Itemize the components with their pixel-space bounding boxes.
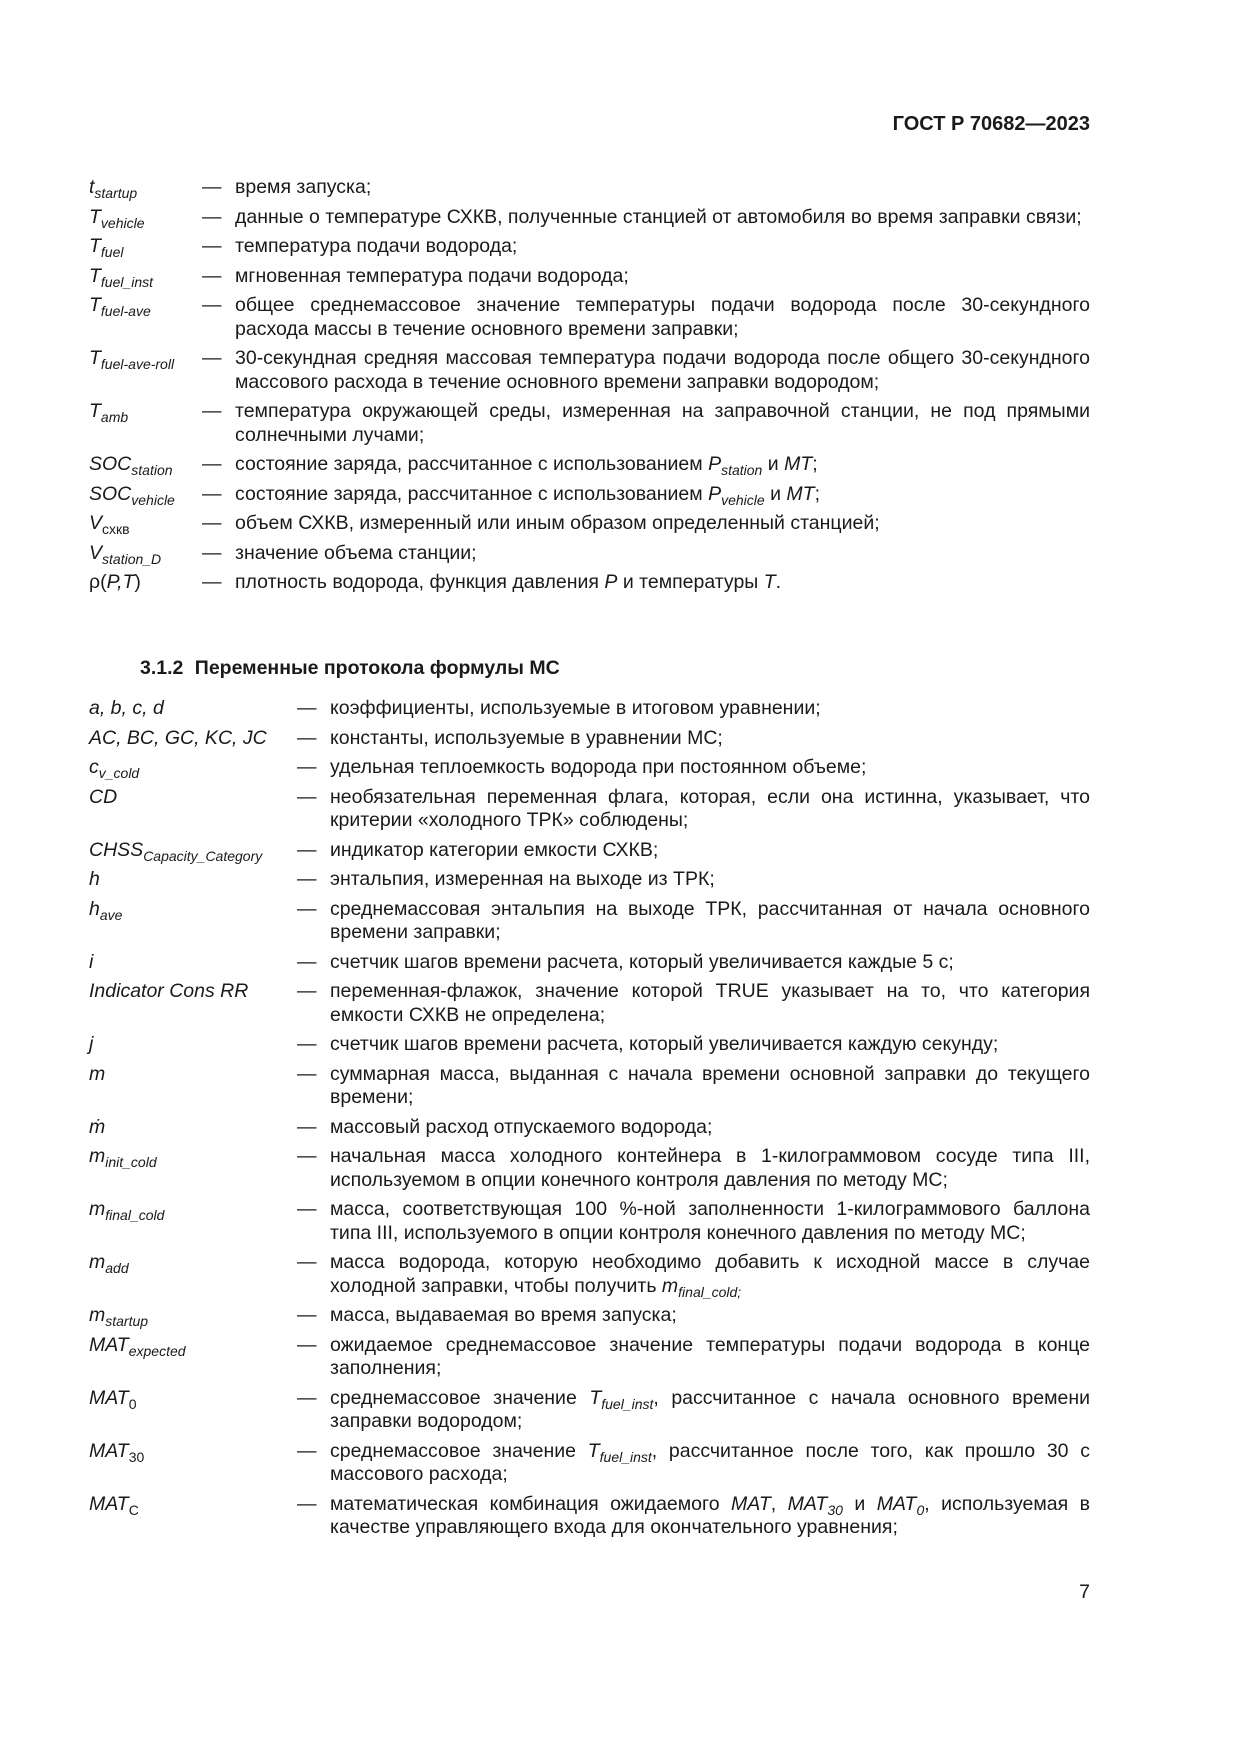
definition-text: счетчик шагов времени расчета, который увеличивается каждые 5 с; (330, 950, 954, 973)
definition-entry: $T_{fuel-ave-roll}$ — 30-секундная средняя массовая температура подачи водорода после общего 30-секундного массового расхода в течение основного времени заправки водородом; (89, 347, 1090, 393)
symbol: CD (89, 785, 118, 808)
definition-entry: $MAT_C$ — математическая комбинация ожидаемого MAT, $MAT_{30}$ и $MAT_0$, используемая в качестве управляющего входа для окончательного уравнения; (89, 1492, 1090, 1538)
symbol: $MAT_{expected}$ (89, 1333, 186, 1359)
definition-text: значение объема станции; (235, 541, 477, 564)
definition-text: температура подачи водорода; (235, 235, 518, 257)
definition-entry: $t_{startup}$ — время запуска; (89, 176, 1090, 200)
symbol: $SOC_{station}$ (89, 453, 173, 478)
definition-text: объем СХКВ, измеренный или иным образом определенный станцией; (235, 512, 880, 534)
symbol: $V_{station\_D}$ (89, 541, 162, 567)
section-heading (140, 657, 560, 680)
symbol: $SOC_{vehicle}$ (89, 482, 175, 508)
definition-text: удельная теплоемкость водорода при постоянном объеме; (330, 756, 867, 778)
definition-entry: $SOC_{vehicle}$ — состояние заряда, рассчитанное с использованием $P_{vehicle}$ и MT; (89, 483, 1090, 507)
definition-text: необязательная переменная флага, которая, если она истинна, указывает, что критерии «холодного ТРК» соблюдены; (330, 785, 1090, 831)
definition-text: данные о температуре СХКВ, полученные станцией от автомобиля во время заправки связи; (235, 205, 1082, 228)
definition-text: массовый расход отпускаемого водорода; (330, 1115, 713, 1138)
definition-text: масса, соответствующая 100 %-ной заполненности 1-килограммового баллона типа III, используемого в опции контроля конечного давления по методу МС; (330, 1198, 1090, 1244)
definition-text: общее среднемассовое значение температуры подачи водорода после 30-секундного расхода массы в течение основного времени заправки; (235, 294, 1090, 340)
definition-entry: $m_{init\_cold}$ — начальная масса холодного контейнера в 1-килограммовом сосуде типа III, используемом в опции конечного контроля давления по методу МС; (89, 1145, 1090, 1191)
definition-entry: $m_{add}$ — масса водорода, которую необходимо добавить к исходной массе в случае холодной заправки, чтобы получить $m_{final\_cold;}$ (89, 1251, 1090, 1300)
definition-entry: $T_{amb}$ — температура окружающей среды, измеренная на заправочной станции, не под прямыми солнечными лучами; (89, 400, 1090, 446)
page-number: 7 (1079, 1581, 1090, 1603)
definition-text: суммарная масса, выданная с начала времени основной заправки до текущего времени; (330, 1062, 1090, 1108)
definition-text: математическая комбинация ожидаемого MAT, $MAT_{30}$ и $MAT_0$, используемая в качестве управляющего входа для окончательного уравнения; (330, 1492, 1090, 1538)
symbol: Indicator Cons RR (89, 980, 249, 1002)
definition-entry: $T_{fuel-ave}$ — общее среднемассовое значение температуры подачи водорода после 30-секундного расхода массы в течение основного времени заправки; (89, 294, 1090, 340)
symbol: $CHSS_{Capacity\_Category}$ (89, 838, 263, 864)
definition-text: среднемассовое значение $T_{fuel\_inst}$, рассчитанное с начала основного времени заправки водородом; (330, 1386, 1090, 1432)
symbol: $h_{ave}$ (89, 897, 123, 923)
definition-entry: $m_{startup}$ — масса, выдаваемая во время запуска; (89, 1304, 1090, 1328)
symbol: a, b, c, d (89, 697, 164, 719)
definition-entry: $c_{v\_cold}$ — удельная теплоемкость водорода при постоянном объеме; (89, 756, 1090, 780)
definition-text: переменная-флажок, значение которой TRUE указывает на то, что категория емкости СХКВ не определена; (330, 980, 1090, 1026)
definition-entry: a, b, c, d — коэффициенты, используемые в итоговом уравнении; (89, 697, 1090, 721)
definition-text: ожидаемое среднемассовое значение температуры подачи водорода в конце заполнения; (330, 1333, 1090, 1379)
symbol: $T_{fuel\_inst}$ (89, 264, 154, 290)
definition-text: энтальпия, измеренная на выходе из ТРК; (330, 868, 715, 890)
document-header: ГОСТ Р 70682—2023 (892, 113, 1090, 135)
symbol: $T_{fuel}$ (89, 235, 124, 260)
symbol: $T_{fuel-ave}$ (89, 294, 151, 319)
definition-entry: m — суммарная масса, выданная с начала времени основной заправки до текущего времени; (89, 1062, 1090, 1108)
definition-entry: $m_{final\_cold}$ — масса, соответствующая 100 %-ной заполненности 1-килограммового баллона типа III, используемого в опции контроля конечного давления по методу МС; (89, 1198, 1090, 1244)
definition-entry: $V_{схкв}$ — объем СХКВ, измеренный или иным образом определенный станцией; (89, 512, 1090, 536)
definition-entry: $CHSS_{Capacity\_Category}$ — индикатор категории емкости СХКВ; (89, 839, 1090, 863)
symbol: i (89, 950, 94, 973)
definition-entry: AC, BC, GC, KC, JC — константы, используемые в уравнении МС; (89, 727, 1090, 751)
symbol: j (89, 1033, 94, 1055)
definition-text: температура окружающей среды, измеренная на заправочной станции, не под прямыми солнечными лучами; (235, 400, 1090, 446)
definition-text: коэффициенты, используемые в итоговом уравнении; (330, 697, 821, 719)
definition-entry: $T_{vehicle}$ — данные о температуре СХКВ, полученные станцией от автомобиля во время заправки связи; (89, 206, 1090, 230)
definition-text: плотность водорода, функция давления P и температуры T. (235, 571, 782, 593)
symbol: $T_{amb}$ (89, 400, 129, 425)
definition-text: 30-секундная средняя массовая температура подачи водорода после общего 30-секундного массового расхода в течение основного времени заправки водородом; (235, 347, 1090, 393)
definition-entry: j — счетчик шагов времени расчета, который увеличивается каждую секунду; (89, 1033, 1090, 1057)
definition-entry: $T_{fuel}$ — температура подачи водорода; (89, 235, 1090, 259)
definition-entry: ρ(P,T) — плотность водорода, функция давления P и температуры T. (89, 571, 1090, 595)
definition-text: состояние заряда, рассчитанное с использованием $P_{station}$ и MT; (235, 453, 818, 478)
definition-entry: $MAT_{30}$ — среднемассовое значение $T_{fuel\_inst}$, рассчитанное после того, как прошло 30 с массового расхода; (89, 1439, 1090, 1485)
definition-entry: $h_{ave}$ — среднемассовая энтальпия на выходе ТРК, рассчитанная от начала основного времени заправки; (89, 897, 1090, 943)
symbol: $m_{init\_cold}$ (89, 1145, 157, 1170)
definition-text: масса водорода, которую необходимо добавить к исходной массе в случае холодной заправки, чтобы получить $m_{final\_cold;}$ (330, 1251, 1090, 1300)
definition-entry: Indicator Cons RR — переменная-флажок, значение которой TRUE указывает на то, что категория емкости СХКВ не определена; (89, 980, 1090, 1026)
symbol: $m_{add}$ (89, 1251, 129, 1276)
symbol: h (89, 868, 100, 890)
definition-text: индикатор категории емкости СХКВ; (330, 838, 659, 861)
symbol: AC, BC, GC, KC, JC (89, 726, 267, 749)
symbol: $t_{startup}$ (89, 176, 138, 201)
definition-text: состояние заряда, рассчитанное с использованием $P_{vehicle}$ и MT; (235, 482, 820, 508)
symbol: ṁ (89, 1115, 106, 1138)
section-number: 3.1.2 (140, 657, 184, 679)
definition-text: начальная масса холодного контейнера в 1-килограммовом сосуде типа III, используемом в опции конечного контроля давления по методу МС; (330, 1145, 1090, 1191)
definition-entry: i — счетчик шагов времени расчета, который увеличивается каждые 5 с; (89, 951, 1090, 975)
symbol: $MAT_0$ (89, 1386, 137, 1412)
definition-entry: $V_{station\_D}$ — значение объема станции; (89, 542, 1090, 566)
definition-entry: CD — необязательная переменная флага, которая, если она истинна, указывает, что критерии «холодного ТРК» соблюдены; (89, 785, 1090, 831)
definition-entry: $MAT_{expected}$ — ожидаемое среднемассовое значение температуры подачи водорода в конце заполнения; (89, 1333, 1090, 1379)
definition-entry: h — энтальпия, измеренная на выходе из ТРК; (89, 868, 1090, 892)
symbol: $c_{v\_cold}$ (89, 756, 140, 781)
definition-entry: ṁ — массовый расход отпускаемого водорода; (89, 1116, 1090, 1140)
symbol: ρ(P,T) (89, 571, 141, 593)
definition-text: счетчик шагов времени расчета, который увеличивается каждую секунду; (330, 1033, 999, 1055)
definition-text: время запуска; (235, 176, 372, 198)
definition-text: константы, используемые в уравнении МС; (330, 726, 723, 749)
definition-text: среднемассовая энтальпия на выходе ТРК, рассчитанная от начала основного времени заправки; (330, 897, 1090, 943)
definitions-list-lower (89, 697, 1090, 1546)
section-title: Переменные протокола формулы МС (194, 657, 560, 679)
definition-entry: $T_{fuel\_inst}$ — мгновенная температура подачи водорода; (89, 265, 1090, 289)
symbol: $V_{схкв}$ (89, 512, 130, 537)
definition-text: масса, выдаваемая во время запуска; (330, 1304, 677, 1326)
symbol: $T_{vehicle}$ (89, 205, 145, 231)
symbol: $MAT_C$ (89, 1492, 139, 1518)
symbol: $T_{fuel-ave-roll}$ (89, 347, 175, 372)
definition-text: мгновенная температура подачи водорода; (235, 264, 629, 287)
definition-entry: $SOC_{station}$ — состояние заряда, рассчитанное с использованием $P_{station}$ и MT; (89, 453, 1090, 477)
definition-text: среднемассовое значение $T_{fuel\_inst}$, рассчитанное после того, как прошло 30 с массового расхода; (330, 1439, 1090, 1485)
symbol: m (89, 1062, 106, 1085)
symbol: $MAT_{30}$ (89, 1439, 145, 1465)
symbol: $m_{startup}$ (89, 1304, 149, 1329)
symbol: $m_{final\_cold}$ (89, 1198, 165, 1223)
definitions-list-upper (89, 176, 1090, 601)
definition-entry: $MAT_0$ — среднемассовое значение $T_{fuel\_inst}$, рассчитанное с начала основного времени заправки водородом; (89, 1386, 1090, 1432)
